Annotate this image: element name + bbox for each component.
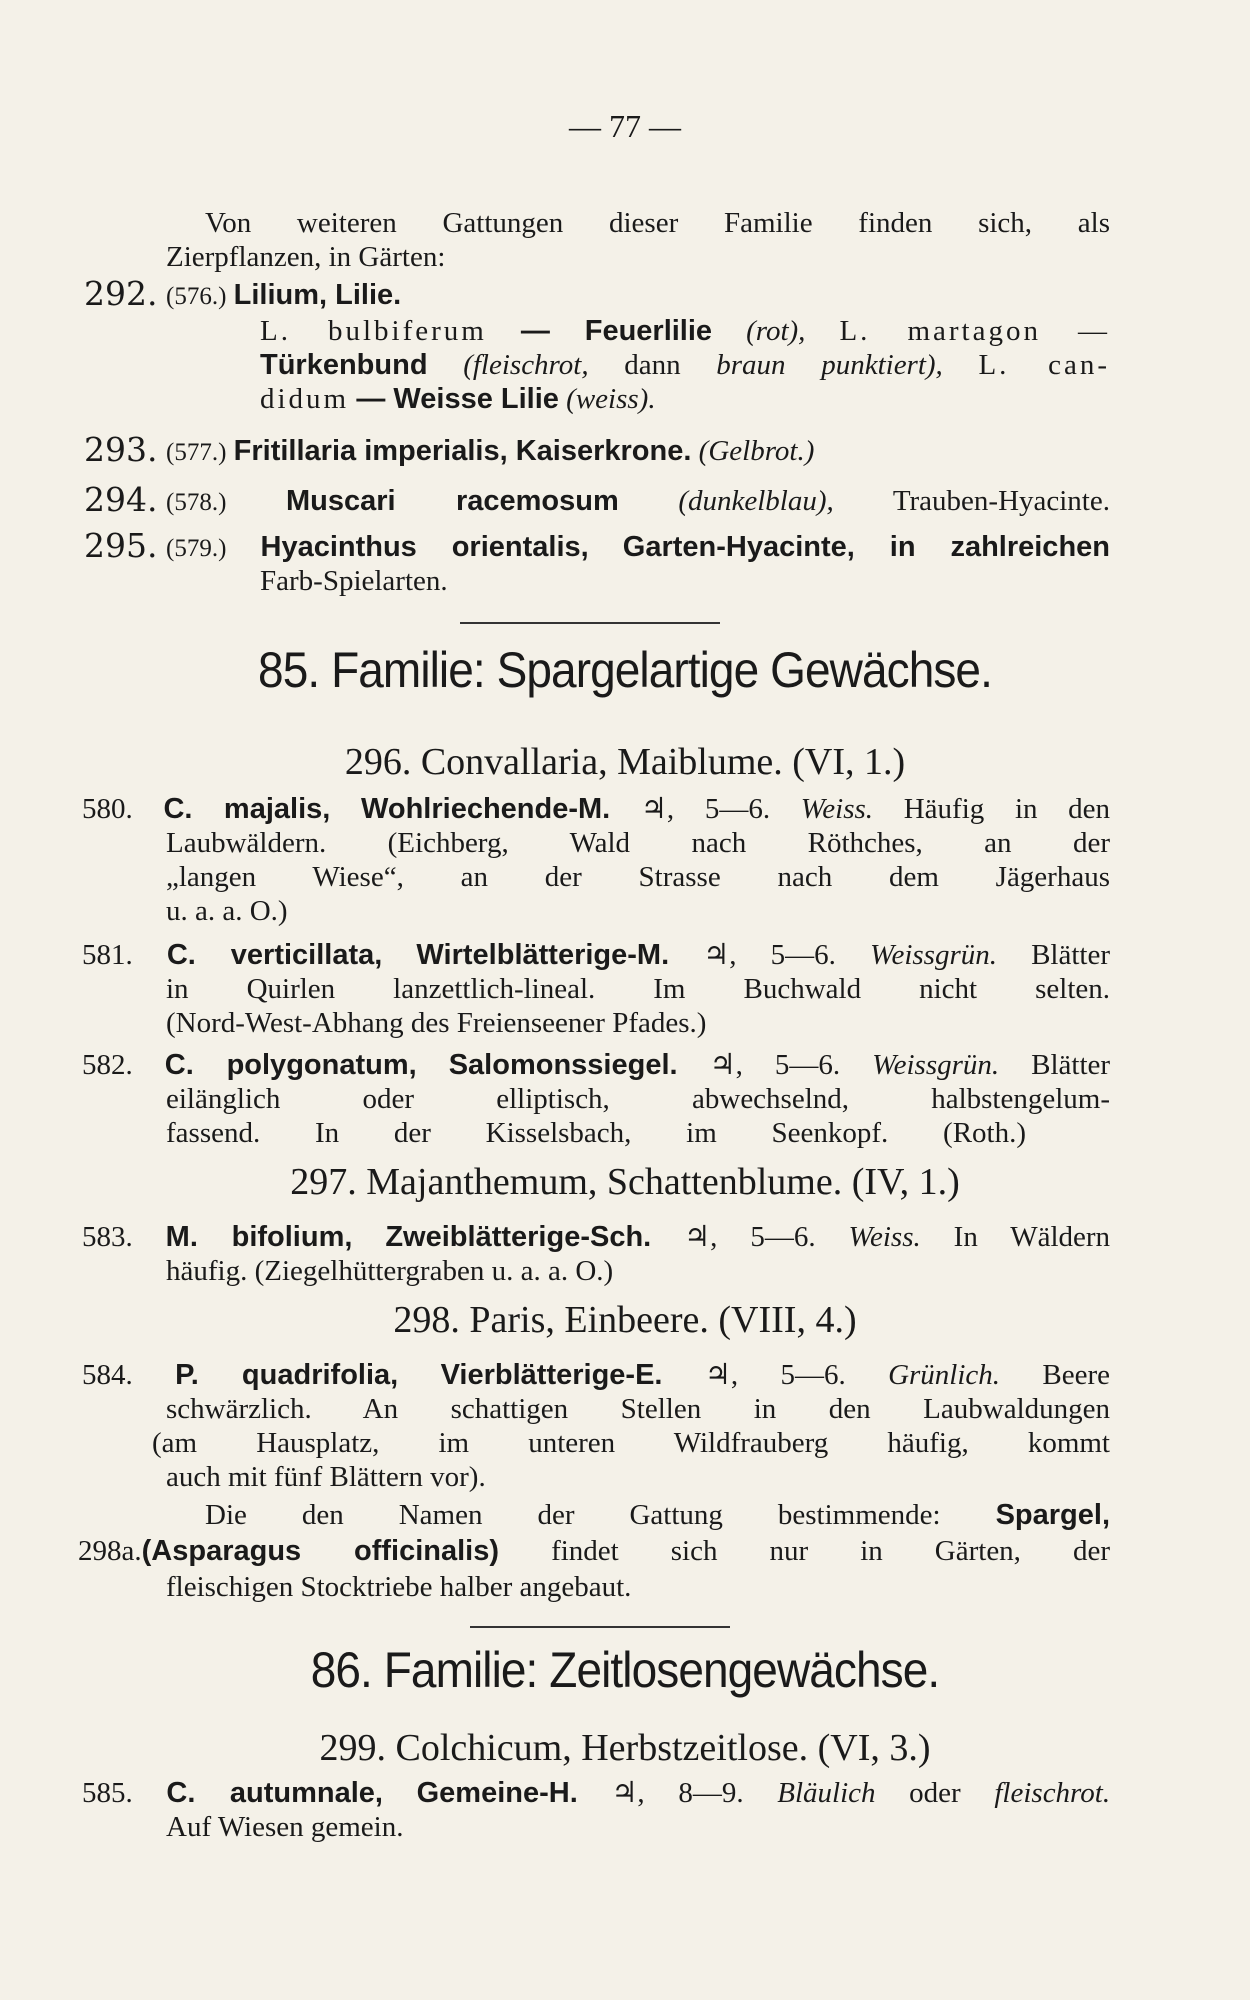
genus-299-heading: 299. Colchicum, Herbstzeitlose. (VI, 3.) bbox=[319, 1727, 931, 1769]
entry-584-line-1: 584. P. quadrifolia, Vierblätterige-E. ♃, 5—6. Grünlich. Beere bbox=[82, 1359, 1111, 1391]
entry-581-line-3: (Nord-West-Abhang des Freienseener Pfades.) bbox=[166, 1007, 707, 1039]
genus-296-heading: 296. Convallaria, Maiblume. (VI, 1.) bbox=[344, 741, 906, 783]
genus-297-heading: 297. Majanthemum, Schattenblume. (IV, 1.) bbox=[290, 1161, 960, 1203]
asparagus-line-3: fleischigen Stocktriebe halber angebaut. bbox=[166, 1571, 632, 1603]
section-rule-2 bbox=[470, 1626, 730, 1628]
section-rule bbox=[460, 622, 720, 624]
entry-584-line-4: auch mit fünf Blättern vor). bbox=[166, 1461, 486, 1493]
entry-584-line-3: (am Hausplatz, im unteren Wildfrauberg häufig, kommt bbox=[152, 1427, 1110, 1459]
entry-585-line-2: Auf Wiesen gemein. bbox=[166, 1811, 404, 1843]
entry-number-292: 292. bbox=[84, 274, 158, 313]
entry-585-line-1: 585. C. autumnale, Gemeine-H. ♃, 8—9. Bläulich oder fleischrot. bbox=[82, 1777, 1111, 1809]
asparagus-line-1: Die den Namen der Gattung bestimmende: Spargel, bbox=[205, 1499, 1111, 1531]
intro-line-2: Zierpflanzen, in Gärten: bbox=[166, 241, 446, 273]
entry-number-294: 294. bbox=[84, 480, 158, 519]
family-85-heading: 85. Familie: Spargelartige Gewächse. bbox=[258, 642, 992, 698]
page-number: — 77 — bbox=[569, 108, 681, 144]
family-86-heading: 86. Familie: Zeitlosengewächse. bbox=[310, 1642, 940, 1698]
entry-580-line-1: 580. C. majalis, Wohlriechende-M. ♃, 5—6. Weiss. Häufig in den bbox=[82, 793, 1111, 825]
entry-581-line-2: in Quirlen lanzettlich-lineal. Im Buchwald nicht selten. bbox=[166, 973, 1110, 1005]
genus-298-heading: 298. Paris, Einbeere. (VIII, 4.) bbox=[393, 1299, 857, 1341]
asparagus-line-2: 298a.(Asparagus officinalis) findet sich nur in Gärten, der bbox=[78, 1535, 1110, 1567]
entry-295-cont: Farb-Spielarten. bbox=[260, 565, 448, 597]
lilium-species-line-3: didum — Weisse Lilie (weiss). bbox=[260, 383, 656, 415]
lilium-species-line-1: L. bulbiferum — Feuerlilie (rot), L. martagon — bbox=[260, 315, 1111, 347]
entry-582-line-3: fassend. In der Kisselsbach, im Seenkopf. (Roth.) bbox=[166, 1117, 1026, 1149]
entry-583-line-2: häufig. (Ziegelhüttergraben u. a. a. O.) bbox=[166, 1255, 614, 1287]
entry-582-line-1: 582. C. polygonatum, Salomonssiegel. ♃, 5—6. Weissgrün. Blätter bbox=[82, 1049, 1111, 1081]
lilium-species-line-2: Türkenbund (fleischrot, dann braun punktiert), L. can- bbox=[260, 349, 1110, 381]
entry-580-line-4: u. a. a. O.) bbox=[166, 895, 288, 927]
entry-580-line-3: „langen Wiese“, an der Strasse nach dem Jägerhaus bbox=[166, 861, 1110, 893]
entry-583-line-1: 583. M. bifolium, Zweiblätterige-Sch. ♃, 5—6. Weiss. In Wäldern bbox=[82, 1221, 1111, 1253]
entry-294: (578.) Muscari racemosum (dunkelblau), Trauben-Hyacinte. bbox=[166, 485, 1110, 517]
entry-581-line-1: 581. C. verticillata, Wirtelblätterige-M. ♃, 5—6. Weissgrün. Blätter bbox=[82, 939, 1111, 971]
entry-580-line-2: Laubwäldern. (Eichberg, Wald nach Röthches, an der bbox=[166, 827, 1110, 859]
intro-line-1: Von weiteren Gattungen dieser Familie finden sich, als bbox=[205, 207, 1110, 239]
entry-584-line-2: schwärzlich. An schattigen Stellen in den Laubwaldungen bbox=[166, 1393, 1110, 1425]
entry-293: (577.) Fritillaria imperialis, Kaiserkrone. (Gelbrot.) bbox=[166, 435, 815, 467]
entry-number-295: 295. bbox=[84, 526, 158, 565]
entry-295: (579.) Hyacinthus orientalis, Garten-Hyacinte, in zahlreichen bbox=[166, 531, 1110, 563]
entry-582-line-2: eilänglich oder elliptisch, abwechselnd, halbstengelum- bbox=[166, 1083, 1110, 1115]
entry-number-293: 293. bbox=[84, 430, 158, 469]
entry-292: (576.) Lilium, Lilie. bbox=[166, 279, 402, 311]
